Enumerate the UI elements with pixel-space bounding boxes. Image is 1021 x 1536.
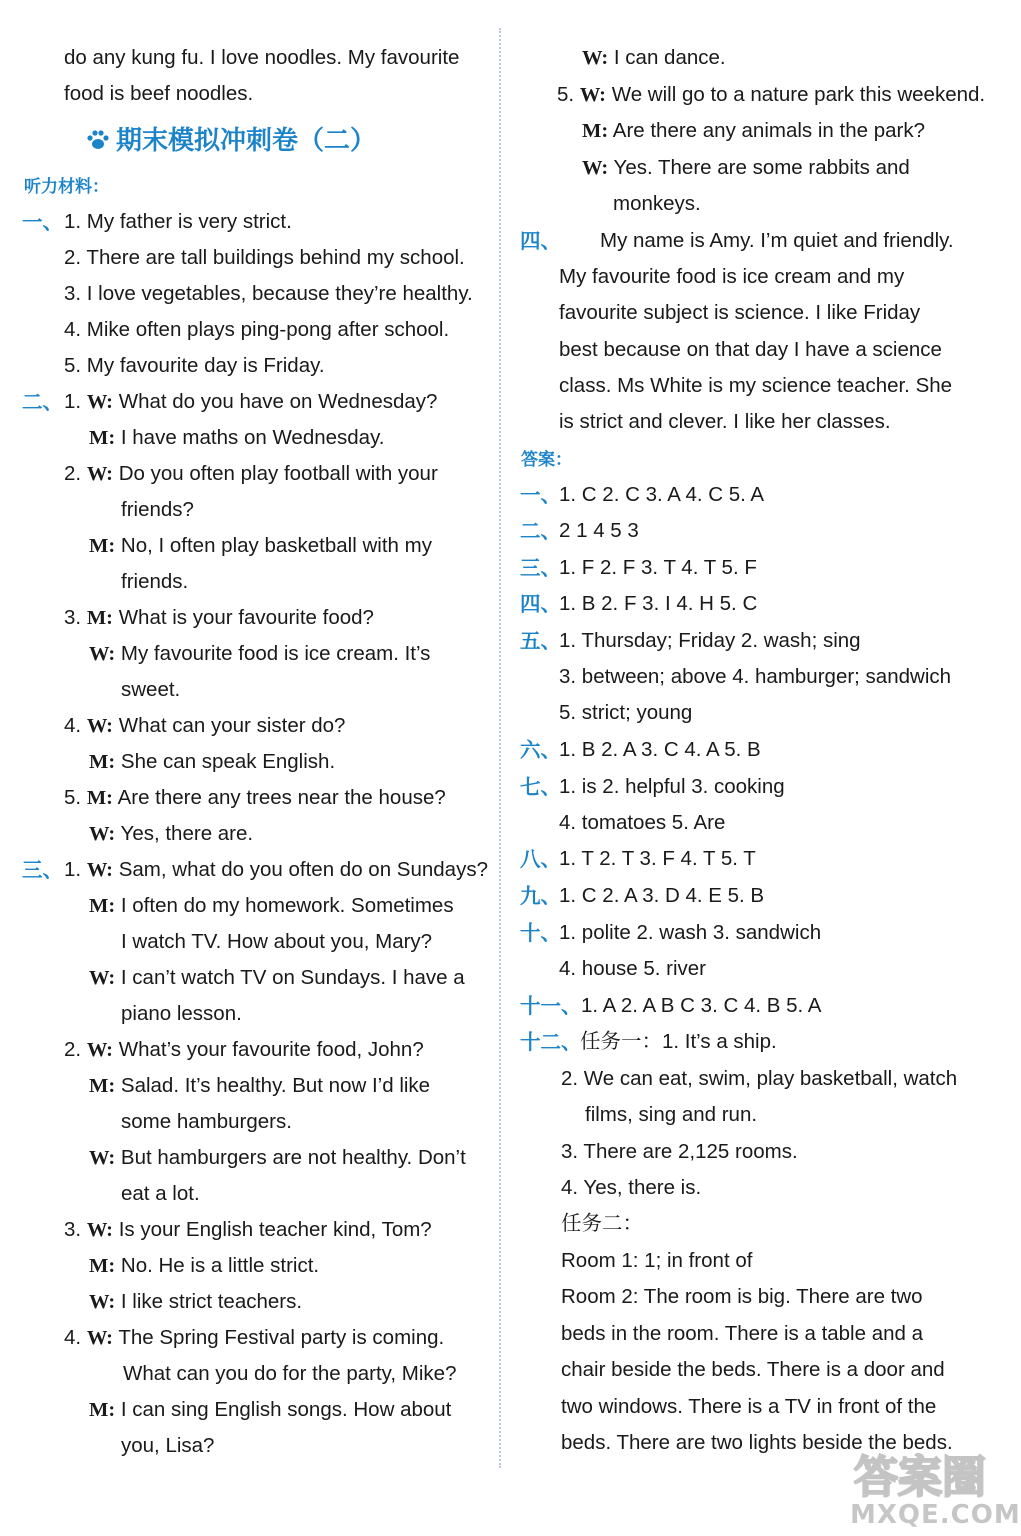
continued-text-line: food is beef noodles.: [64, 82, 254, 105]
section-marker: 九、: [520, 884, 561, 908]
dialogue-line: 4. W: What can your sister do?: [64, 714, 346, 737]
answer-line: Room 1: 1; in front of: [561, 1249, 753, 1272]
answer-line: 1. B 2. A 3. C 4. A 5. B: [559, 738, 761, 761]
dialogue-line: 4. W: The Spring Festival party is coming.: [64, 1326, 445, 1349]
answer-line: 3. There are 2,125 rooms.: [561, 1140, 798, 1163]
passage-line: is strict and clever. I like her classes.: [559, 410, 891, 433]
dialogue-line: monkeys.: [613, 192, 701, 215]
dialogue-line: 1. W: What do you have on Wednesday?: [64, 390, 438, 413]
answer-line: 1. C 2. C 3. A 4. C 5. A: [559, 483, 765, 506]
watermark-url: MXQE.COM: [850, 1500, 1021, 1530]
section-marker: 三、: [520, 556, 561, 580]
answer-line: beds in the room. There is a table and a: [561, 1322, 924, 1345]
dialogue-line: W: I can dance.: [582, 46, 726, 69]
dialogue-line: W: Yes, there are.: [89, 822, 254, 845]
answer-line: 1. Thursday; Friday 2. wash; sing: [559, 629, 861, 652]
list-item: 5. My favourite day is Friday.: [64, 354, 325, 377]
dialogue-line: W: I can’t watch TV on Sundays. I have a: [89, 966, 465, 989]
section-marker: 五、: [520, 629, 561, 653]
answer-line: chair beside the beds. There is a door and: [561, 1358, 945, 1381]
dialogue-line: M: Salad. It’s healthy. But now I’d like: [89, 1074, 431, 1097]
continued-text-line: do any kung fu. I love noodles. My favourite: [64, 46, 460, 69]
paw-icon: [86, 129, 110, 151]
dialogue-line: 5. W: We will go to a nature park this weekend.: [557, 83, 986, 106]
dialogue-line: 2. W: Do you often play football with your: [64, 462, 438, 485]
answer-line: 2 1 4 5 3: [559, 519, 639, 542]
dialogue-line: 3. M: What is your favourite food?: [64, 606, 374, 629]
dialogue-line: friends?: [121, 498, 194, 521]
answer-line: 1. A 2. A B C 3. C 4. B 5. A: [581, 994, 822, 1017]
section-marker: 八、: [520, 847, 561, 871]
answer-line: 1. is 2. helpful 3. cooking: [559, 775, 785, 798]
section-marker: 二、: [22, 390, 63, 414]
column-divider: [499, 28, 501, 1468]
dialogue-line: 3. W: Is your English teacher kind, Tom?: [64, 1218, 432, 1241]
section-marker: 六、: [520, 738, 561, 762]
dialogue-line: 5. M: Are there any trees near the house?: [64, 786, 446, 809]
section-marker: 十一、: [520, 994, 582, 1018]
dialogue-line: I watch TV. How about you, Mary?: [121, 930, 433, 953]
answer-line: 4. house 5. river: [559, 957, 706, 980]
dialogue-line: W: My favourite food is ice cream. It’s: [89, 642, 431, 665]
dialogue-line: some hamburgers.: [121, 1110, 292, 1133]
section-marker: 三、: [22, 858, 63, 882]
section-marker: 四、: [520, 229, 561, 253]
dialogue-line: M: I can sing English songs. How about: [89, 1398, 452, 1421]
section-marker: 二、: [520, 519, 561, 543]
dialogue-line: M: No. He is a little strict.: [89, 1254, 320, 1277]
dialogue-line: 1. W: Sam, what do you often do on Sundays?: [64, 858, 488, 881]
dialogue-line: 2. W: What’s your favourite food, John?: [64, 1038, 424, 1061]
exam-title: [86, 124, 376, 158]
passage-line: My name is Amy. I’m quiet and friendly.: [600, 229, 954, 252]
dialogue-line: M: Are there any animals in the park?: [582, 119, 925, 142]
dialogue-line: friends.: [121, 570, 189, 593]
answers-label: 答案：: [521, 450, 572, 470]
dialogue-line: M: No, I often play basketball with my: [89, 534, 432, 557]
watermark-logo-text: 答案圈: [854, 1452, 986, 1503]
answer-line: 1. C 2. A 3. D 4. E 5. B: [559, 884, 765, 907]
answer-line: films, sing and run.: [585, 1103, 758, 1126]
section-marker: 一、: [520, 483, 561, 507]
answer-line: beds. There are two lights beside the beds.: [561, 1431, 953, 1454]
task2-label: 任务二：: [561, 1212, 643, 1235]
section-marker: 十二、: [520, 1030, 582, 1054]
answer-line: 1. B 2. F 3. I 4. H 5. C: [559, 592, 758, 615]
dialogue-line: M: I have maths on Wednesday.: [89, 426, 385, 449]
dialogue-line: W: Yes. There are some rabbits and: [582, 156, 910, 179]
answer-line: 4. tomatoes 5. Are: [559, 811, 726, 834]
answer-line: Room 2: The room is big. There are two: [561, 1285, 923, 1308]
answer-line: 4. Yes, there is.: [561, 1176, 702, 1199]
answer-line: 5. strict; young: [559, 701, 693, 724]
answer-line: 2. We can eat, swim, play basketball, watch: [561, 1067, 958, 1090]
section-marker: 十、: [520, 921, 561, 945]
answer-line: 1. polite 2. wash 3. sandwich: [559, 921, 822, 944]
passage-line: My favourite food is ice cream and my: [559, 265, 905, 288]
list-item: 4. Mike often plays ping-pong after school.: [64, 318, 450, 341]
section-marker: 四、: [520, 592, 561, 616]
passage-line: class. Ms White is my science teacher. She: [559, 374, 953, 397]
dialogue-line: W: But hamburgers are not healthy. Don’t: [89, 1146, 466, 1169]
dialogue-line: piano lesson.: [121, 1002, 242, 1025]
listening-label: 听力材料：: [24, 177, 109, 197]
passage-line: favourite subject is science. I like Friday: [559, 301, 921, 324]
exam-title-text: 期末模拟冲刺卷（二）: [116, 126, 377, 156]
passage-line: best because on that day I have a science: [559, 338, 942, 361]
answer-line: two windows. There is a TV in front of the: [561, 1395, 937, 1418]
dialogue-line: What can you do for the party, Mike?: [123, 1362, 457, 1385]
list-item: 2. There are tall buildings behind my school.: [64, 246, 465, 269]
dialogue-line: sweet.: [121, 678, 181, 701]
answer-line: 1. T 2. T 3. F 4. T 5. T: [559, 847, 756, 870]
list-item: 1. My father is very strict.: [64, 210, 292, 233]
dialogue-line: eat a lot.: [121, 1182, 200, 1205]
section-marker: 七、: [520, 775, 561, 799]
dialogue-line: W: I like strict teachers.: [89, 1290, 303, 1313]
answer-line: 任务一：1. It’s a ship.: [580, 1030, 777, 1053]
list-item: 3. I love vegetables, because they’re healthy.: [64, 282, 473, 305]
dialogue-line: M: I often do my homework. Sometimes: [89, 894, 454, 917]
answer-line: 3. between; above 4. hamburger; sandwich: [559, 665, 952, 688]
dialogue-line: you, Lisa?: [121, 1434, 215, 1457]
section-marker: 一、: [22, 210, 63, 234]
answer-line: 1. F 2. F 3. T 4. T 5. F: [559, 556, 757, 579]
dialogue-line: M: She can speak English.: [89, 750, 336, 773]
